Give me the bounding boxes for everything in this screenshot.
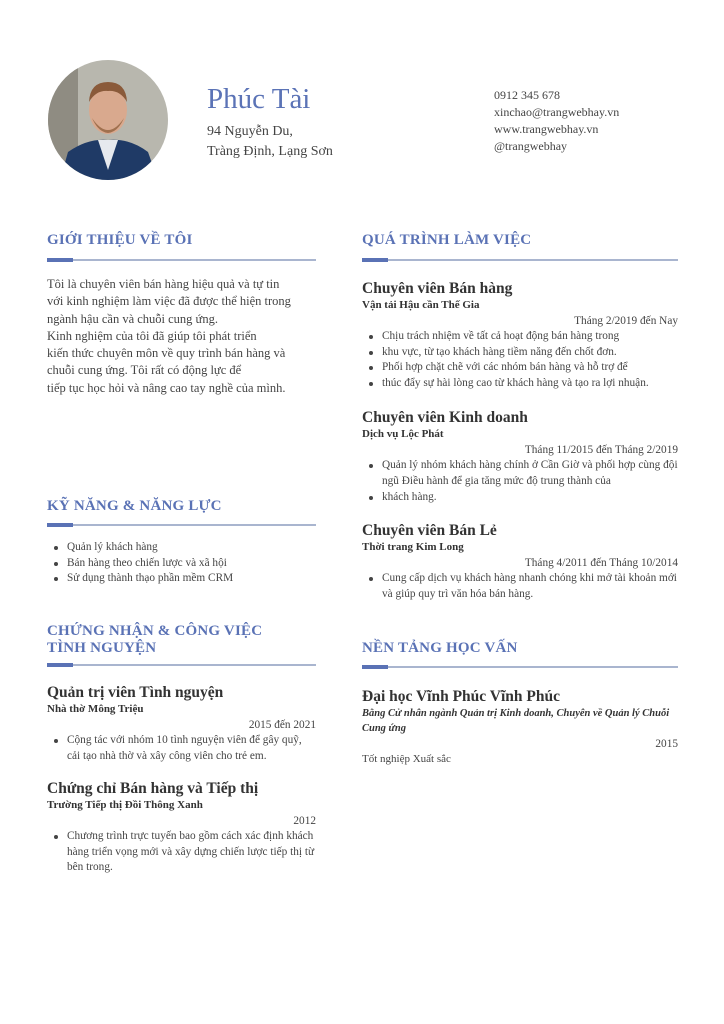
job-entry bbox=[362, 521, 678, 602]
text-line: Kinh nghiệm của tôi đã giúp tôi phát triển bbox=[47, 328, 257, 343]
section-divider bbox=[47, 259, 316, 261]
list-item: Bán hàng theo chiến lược và xã hội bbox=[47, 556, 316, 572]
cert-entry bbox=[47, 683, 316, 764]
entry-date: 2015 đến 2021 bbox=[248, 719, 316, 731]
entry-date: 2012 bbox=[293, 815, 316, 828]
text-line: chuỗi cung ứng. Tôi rất có động lực để bbox=[47, 363, 242, 378]
list-item: khu vực, từ tạo khách hàng tiềm năng đến chốt đơn. bbox=[362, 345, 678, 361]
profile-photo bbox=[48, 60, 168, 180]
company: Dịch vụ Lộc Phát bbox=[362, 428, 444, 441]
text-line: với kinh nghiệm làm việc đã được thể hiện trong bbox=[47, 294, 291, 309]
list-item: Chương trình trực tuyến bao gồm cách xác định khách hàng triển vọng mới và xây dựng chiến lược tiếp thị từ bên trong. bbox=[47, 829, 316, 876]
text-line: Tôi là chuyên viên bán hàng hiệu quả và tự tin bbox=[47, 277, 280, 291]
list-item: Quản lý khách hàng bbox=[47, 540, 316, 556]
list-item: Sử dụng thành thạo phần mềm CRM bbox=[47, 571, 316, 587]
skills-section bbox=[47, 498, 316, 587]
email[interactable]: xinchao@trangwebhay.vn bbox=[494, 105, 620, 119]
section-title: GIỚI THIỆU VỀ TÔI bbox=[47, 232, 193, 248]
experience-section bbox=[362, 232, 678, 602]
job-title: Chuyên viên Bán Lẻ bbox=[362, 522, 497, 540]
list-item: Phối hợp chặt chẽ với các nhóm bán hàng và hỗ trợ để bbox=[362, 360, 678, 376]
entry-org: Nhà thờ Mông Triệu bbox=[47, 703, 144, 715]
contact-info bbox=[494, 87, 619, 155]
entry-title: Chứng chỉ Bán hàng và Tiếp thị bbox=[47, 780, 259, 798]
social-handle: @trangwebhay bbox=[494, 139, 568, 153]
list-item: thúc đẩy sự hài lòng cao từ khách hàng và tạo ra lợi nhuận. bbox=[362, 376, 678, 392]
address-line: Tràng Định, Lạng Sơn bbox=[207, 144, 333, 159]
section-title: QUÁ TRÌNH LÀM VIỆC bbox=[362, 232, 532, 248]
text-line: kiến thức chuyên môn về quy trình bán hàng và bbox=[47, 346, 286, 361]
phone: 0912 345 678 bbox=[494, 88, 560, 102]
section-divider bbox=[362, 666, 678, 668]
website[interactable]: www.trangwebhay.vn bbox=[494, 122, 599, 136]
list-item: Quản lý nhóm khách hàng chính ở Cần Giờ và phối hợp cùng đội ngũ Điều hành để gia tăng mức độ trung thành của bbox=[362, 458, 678, 489]
education-section bbox=[362, 640, 678, 767]
job-date: Tháng 11/2015 đến Tháng 2/2019 bbox=[524, 444, 678, 457]
entry-title: Quản trị viên Tình nguyện bbox=[47, 684, 224, 701]
section-divider bbox=[47, 664, 316, 666]
certifications-section bbox=[47, 623, 316, 876]
company: Thời trang Kim Long bbox=[362, 541, 464, 554]
list-item: Chịu trách nhiệm về tất cả hoạt động bán hàng trong bbox=[362, 329, 678, 345]
candidate-name: Phúc Tài bbox=[207, 83, 311, 115]
company: Vận tải Hậu cần Thế Gia bbox=[362, 299, 480, 311]
job-date: Tháng 2/2019 đến Nay bbox=[574, 315, 678, 327]
section-divider bbox=[47, 524, 316, 526]
text-line: tiếp tục học hỏi và nâng cao tay nghề của mình. bbox=[47, 380, 286, 395]
job-entry bbox=[362, 408, 678, 505]
degree: Bằng Cử nhân ngành Quản trị Kinh doanh, Chuyên về Quản lý Chuỗi Cung ứng bbox=[362, 708, 670, 734]
address-line: 94 Nguyễn Du, bbox=[207, 124, 293, 139]
honors: Tốt nghiệp Xuất sắc bbox=[362, 753, 451, 765]
school-name: Đại học Vĩnh Phúc Vĩnh Phúc bbox=[362, 688, 560, 705]
address bbox=[207, 122, 333, 162]
job-title: Chuyên viên Kinh doanh bbox=[362, 409, 528, 427]
cert-entry bbox=[47, 779, 316, 876]
graduation-year: 2015 bbox=[655, 738, 678, 750]
job-entry bbox=[362, 279, 678, 391]
section-title: CHỨNG NHẬN & CÔNG VIỆC TÌNH NGUYỆN bbox=[47, 623, 263, 656]
list-item: Cộng tác với nhóm 10 tình nguyện viên để gây quỹ, cải tạo nhà thờ và xây công viên cho trẻ em. bbox=[47, 733, 316, 764]
job-title: Chuyên viên Bán hàng bbox=[362, 280, 513, 297]
section-title: NỀN TẢNG HỌC VẤN bbox=[362, 640, 518, 656]
skills-list bbox=[47, 540, 316, 587]
list-item: Cung cấp dịch vụ khách hàng nhanh chóng khi mở tài khoản mới và giúp quy trì văn hóa bán hàng. bbox=[362, 571, 678, 602]
section-title: KỸ NĂNG & NĂNG LỰC bbox=[47, 498, 222, 514]
about-text bbox=[47, 276, 316, 397]
entry-org: Trường Tiếp thị Đồi Thông Xanh bbox=[47, 799, 203, 812]
text-line: ngành hậu cần và chuỗi cung ứng. bbox=[47, 311, 218, 326]
section-divider bbox=[362, 259, 678, 261]
about-section bbox=[47, 232, 316, 397]
list-item: khách hàng. bbox=[362, 490, 678, 506]
job-date: Tháng 4/2011 đến Tháng 10/2014 bbox=[524, 557, 678, 570]
